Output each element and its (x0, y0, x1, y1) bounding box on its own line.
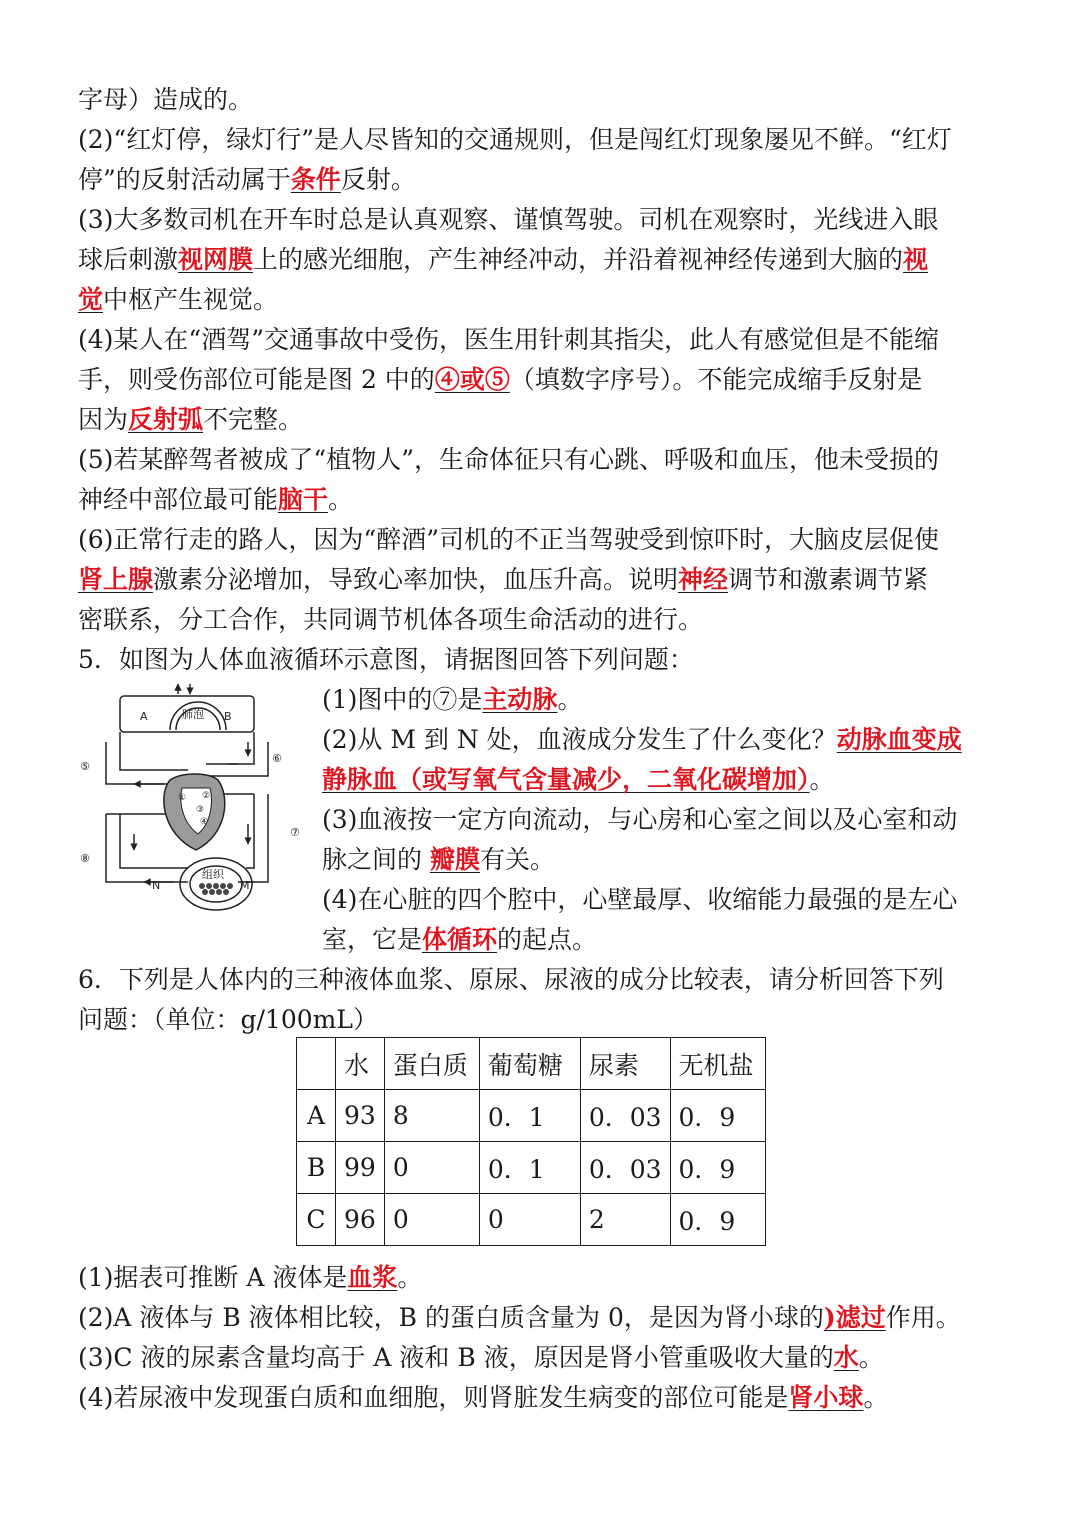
answer-blank: 静脉血（或写氧气含量减少，二氧化碳增加） (322, 765, 810, 794)
label-m: M (240, 879, 250, 892)
question-6-1: (1)据表可推断 A 液体是血浆。 (78, 1263, 423, 1292)
table-cell: 0．1 (479, 1142, 580, 1194)
question-4-2: (2)“红灯停，绿灯行”是人尽皆知的交通规则，但是闯红灯现象屡见不鲜。“红灯 (78, 125, 952, 154)
text-line: 字母）造成的。 (78, 85, 254, 114)
label-5: ⑤ (80, 760, 90, 773)
label-tissue: 组织 (202, 868, 224, 881)
table-row (297, 1194, 766, 1246)
question-6-3: (3)C 液的尿素含量均高于 A 液和 B 液，原因是肾小管重吸收大量的水。 (78, 1343, 884, 1372)
table-cell: B (297, 1142, 336, 1194)
answer-blank: 觉 (78, 285, 104, 314)
table-row (297, 1142, 766, 1194)
label-n: N (152, 879, 161, 892)
table-cell: A (297, 1090, 336, 1142)
blood-circulation-diagram (78, 684, 308, 916)
label-8: ⑧ (80, 852, 90, 865)
label-a: A (140, 710, 148, 723)
table-cell: 0 (384, 1194, 479, 1246)
label-1: ① (178, 793, 187, 803)
question-4-4-cont: 手，则受伤部位可能是图 2 中的④或⑤（填数字序号）。不能完成缩手反射是 (78, 365, 923, 394)
question-4-6-cont: 肾上腺激素分泌增加，导致心率加快，血压升高。说明神经调节和激素调节紧 (78, 565, 929, 594)
question-5-3: (3)血液按一定方向流动，与心房和心室之间以及心室和动 (322, 805, 958, 834)
answer-blank: 反射弧 (128, 405, 204, 434)
table-header-cell: 蛋白质 (384, 1038, 479, 1090)
vessel-pulmonary-artery (206, 742, 268, 776)
answer-blank: 血浆 (347, 1263, 398, 1292)
table-cell: 93 (336, 1090, 385, 1142)
table-cell: 0．03 (580, 1090, 670, 1142)
answer-blank: 瓣膜 (429, 845, 480, 874)
question-6-title-cont: 问题：（单位：g/100mL） (78, 1005, 378, 1034)
label-6: ⑥ (272, 752, 282, 765)
question-5-1: (1)图中的⑦是主动脉。 (322, 685, 583, 714)
question-4-6: (6)正常行走的路人，因为“醉酒”司机的不正当驾驶受到惊吓时，大脑皮层促使 (78, 525, 939, 554)
question-4-6-cont2: 密联系，分工合作，共同调节机体各项生命活动的进行。 (78, 605, 704, 634)
composition-table (296, 1037, 766, 1246)
table-cell: 99 (336, 1142, 385, 1194)
label-2: ② (202, 791, 211, 801)
question-4-3-cont2: 觉中枢产生视觉。 (78, 285, 279, 314)
table-cell: 0 (479, 1194, 580, 1246)
table-cell: C (297, 1194, 336, 1246)
question-4-5-cont: 神经中部位最可能脑干。 (78, 485, 354, 514)
label-3: ③ (196, 805, 205, 815)
question-4-3: (3)大多数司机在开车时总是认真观察、谨慎驾驶。司机在观察时，光线进入眼 (78, 205, 939, 234)
table-cell: 96 (336, 1194, 385, 1246)
table-cell: 8 (384, 1090, 479, 1142)
question-4-5: (5)若某醉驾者被成了“植物人”，生命体征只有心跳、呼吸和血压，他未受损的 (78, 445, 939, 474)
question-4-2-cont: 停”的反射活动属于条件反射。 (78, 165, 416, 194)
answer-blank: 脑干 (278, 485, 329, 514)
label-lung: 肺泡 (182, 708, 204, 721)
table-row (297, 1090, 766, 1142)
question-5-title: 5．如图为人体血液循环示意图，请据图回答下列问题： (78, 645, 694, 674)
question-5-4-cont: 室，它是体循环的起点。 (322, 925, 598, 954)
table-cell: 0．9 (670, 1194, 765, 1246)
table-header-cell: 水 (336, 1038, 385, 1090)
question-6-title: 6．下列是人体内的三种液体血浆、原尿、尿液的成分比较表，请分析回答下列 (78, 965, 944, 994)
table-header-row (297, 1038, 766, 1090)
label-4: ④ (200, 817, 209, 827)
question-5-4: (4)在心脏的四个腔中，心壁最厚、收缩能力最强的是左心 (322, 885, 958, 914)
answer-blank: )滤过 (823, 1303, 886, 1332)
table-header-cell (297, 1038, 336, 1090)
label-b: B (224, 710, 232, 723)
question-5-3-cont: 脉之间的 瓣膜有关。 (322, 845, 555, 874)
question-6-4: (4)若尿液中发现蛋白质和血细胞，则肾脏发生病变的部位可能是肾小球。 (78, 1383, 889, 1412)
table-cell: 0．03 (580, 1142, 670, 1194)
answer-blank: 水 (833, 1343, 859, 1372)
table-header-cell: 无机盐 (670, 1038, 765, 1090)
label-7: ⑦ (290, 826, 300, 839)
question-4-3-cont: 球后刺激视网膜上的感光细胞，产生神经冲动，并沿着视神经传递到大脑的视 (78, 245, 929, 274)
table-header-cell: 尿素 (580, 1038, 670, 1090)
table-cell: 0．9 (670, 1090, 765, 1142)
answer-blank: 主动脉 (482, 685, 558, 714)
answer-blank: 条件 (290, 165, 341, 194)
table-cell: 0 (384, 1142, 479, 1194)
question-6-2: (2)A 液体与 B 液体相比较，B 的蛋白质含量为 0，是因为肾小球的)滤过作用。 (78, 1303, 961, 1332)
table-header-cell: 葡萄糖 (479, 1038, 580, 1090)
answer-blank: 动脉血变成 (836, 725, 962, 754)
question-4-4-cont2: 因为反射弧不完整。 (78, 405, 304, 434)
question-4-4: (4)某人在“酒驾”交通事故中受伤，医生用针刺其指尖，此人有感觉但是不能缩 (78, 325, 939, 354)
question-5-2-cont: 静脉血（或写氧气含量减少，二氧化碳增加）。 (322, 765, 835, 794)
answer-blank: 神经 (678, 565, 729, 594)
answer-blank: 体循环 (422, 925, 498, 954)
answer-blank: 视网膜 (178, 245, 254, 274)
answer-blank: ④或⑤ (434, 365, 510, 394)
table-cell: 0．1 (479, 1090, 580, 1142)
question-5-2: (2)从 M 到 N 处，血液成分发生了什么变化？动脉血变成 (322, 725, 962, 754)
answer-blank: 肾小球 (788, 1383, 864, 1412)
answer-blank: 视 (903, 245, 929, 274)
table-cell: 0．9 (670, 1142, 765, 1194)
table-cell: 2 (580, 1194, 670, 1246)
answer-blank: 肾上腺 (78, 565, 154, 594)
